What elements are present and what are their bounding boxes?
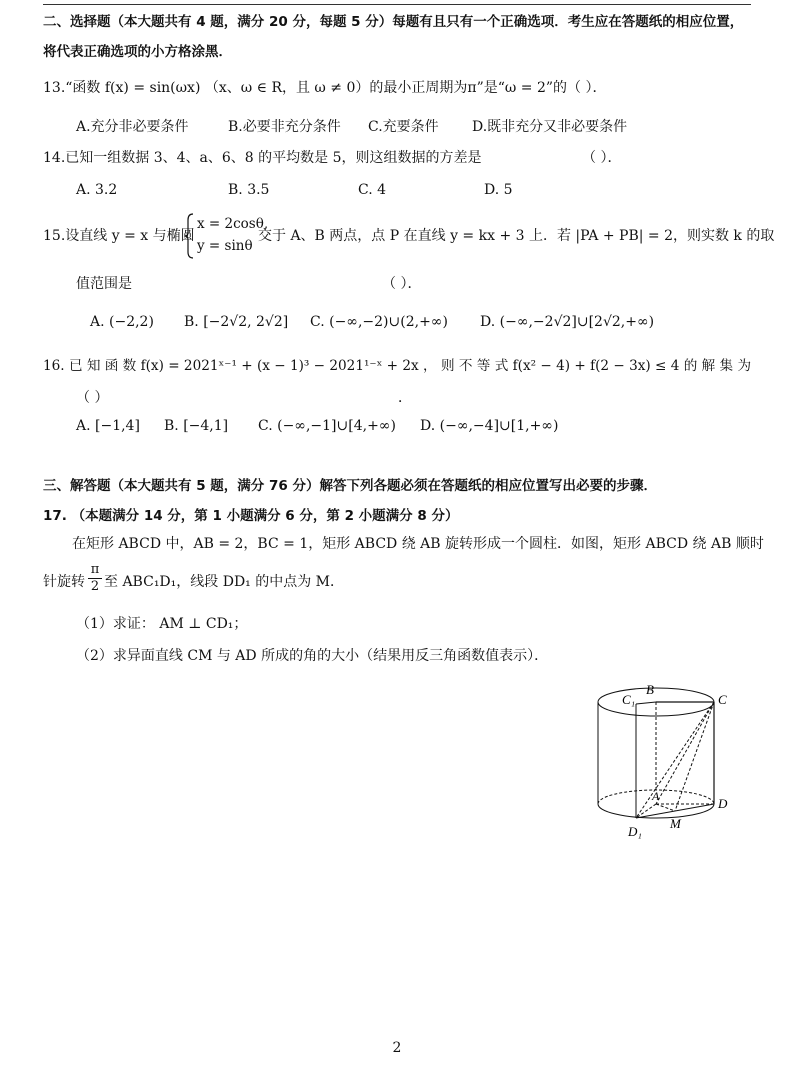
q14-stem: 14.已知一组数据 3、4、a、6、8 的平均数是 5，则这组数据的方差是 (43, 150, 482, 166)
q14-option-b: B. 3.5 (228, 182, 270, 198)
label-D1: D₁ (628, 824, 642, 839)
cylinder-diagram (590, 680, 740, 850)
top-rule (43, 4, 751, 5)
cylinder-figure (590, 680, 740, 850)
q15-option-c: C. (−∞,−2)∪(2,+∞) (310, 314, 448, 330)
q13-option-a: A.充分非必要条件 (76, 119, 189, 135)
q16-paren: （ ） (76, 390, 109, 406)
q16-dot: ． (398, 390, 412, 406)
label-M: M (670, 816, 681, 831)
label-C: C (718, 692, 727, 707)
label-C1: C₁ (622, 692, 636, 707)
fraction-denominator: 2 (88, 578, 102, 595)
q13-option-c: C.充要条件 (368, 119, 439, 135)
q14-option-c: C. 4 (358, 182, 387, 198)
left-brace-icon (185, 212, 195, 260)
q14-option-d: D. 5 (484, 182, 513, 198)
q15-option-a: A. (−2,2) (90, 314, 154, 330)
section2-heading-line2: 将代表正确选项的小方格涂黑． (43, 44, 232, 60)
label-A: A (652, 789, 660, 803)
q13-stem: 13.“函数 f(x) = sin(ωx) （x、ω ∈ R，且 ω ≠ 0）的最小正周期为π”是“ω = 2”的（ ）． (43, 80, 607, 96)
q16-option-d: D. (−∞,−4]∪[1,+∞) (420, 418, 559, 434)
fraction-numerator: π (90, 562, 100, 577)
q16-stem: 16. 已 知 函 数 f(x) = 2021ˣ⁻¹ + (x − 1)³ − 2021¹⁻ˣ + 2x ， 则 不 等 式 f(x² − 4) + f(2 − 3x) ≤ 4 的 解 集 为 (43, 358, 752, 374)
section2-heading-line1: 二、选择题（本大题共有 4 题，满分 20 分，每题 5 分）每题有且只有一个正确选项．考生应在答题纸的相应位置， (43, 14, 744, 30)
label-B: B (646, 682, 654, 697)
q14-option-a: A. 3.2 (76, 182, 118, 198)
q17-body-line2-post: 至 ABC₁D₁，线段 DD₁ 的中点为 M． (104, 574, 345, 590)
section3-heading: 三、解答题（本大题共有 5 题，满分 76 分）解答下列各题必须在答题纸的相应位置写出必要的步骤． (43, 478, 657, 494)
q17-title: 17. （本题满分 14 分，第 1 小题满分 6 分，第 2 小题满分 8 分） (43, 508, 459, 524)
q15-system (185, 212, 269, 260)
q17-fraction (88, 562, 102, 595)
q15-option-b: B. [−2√2, 2√2] (184, 314, 289, 330)
q15-option-d: D. (−∞,−2√2]∪[2√2,+∞) (480, 314, 655, 330)
q15-prefix: 15.设直线 y = x 与椭圆 (43, 228, 195, 244)
page-number: 2 (392, 1040, 402, 1056)
q13-option-d: D.既非充分又非必要条件 (472, 119, 628, 135)
q13-option-b: B.必要非充分条件 (228, 119, 341, 135)
q15-sys-line2: y = sinθ (197, 238, 253, 254)
q17-part1: （1）求证： AM ⊥ CD₁； (76, 616, 248, 632)
label-D: D (718, 796, 728, 811)
q17-body-line1: 在矩形 ABCD 中，AB = 2，BC = 1，矩形 ABCD 绕 AB 旋转形成一个圆柱．如图，矩形 ABCD 绕 AB 顺时 (72, 536, 764, 552)
q16-option-a: A. [−1,4] (76, 418, 140, 434)
q17-part2: （2）求异面直线 CM 与 AD 所成的角的大小（结果用反三角函数值表示）． (76, 648, 549, 664)
q17-body-line2-pre: 针旋转 (43, 574, 85, 590)
q15-sys-line1: x = 2cosθ, (197, 216, 269, 232)
q15-paren: （ ）． (382, 276, 422, 292)
q16-option-b: B. [−4,1] (164, 418, 229, 434)
q16-option-c: C. (−∞,−1]∪[4,+∞) (258, 418, 396, 434)
q15-suffix: 交于 A、B 两点，点 P 在直线 y = kx + 3 上．若 |PA + PB| = 2，则实数 k 的取 (258, 228, 775, 244)
q14-paren: （ ）． (582, 150, 622, 166)
q15-line2: 值范围是 (76, 276, 132, 292)
